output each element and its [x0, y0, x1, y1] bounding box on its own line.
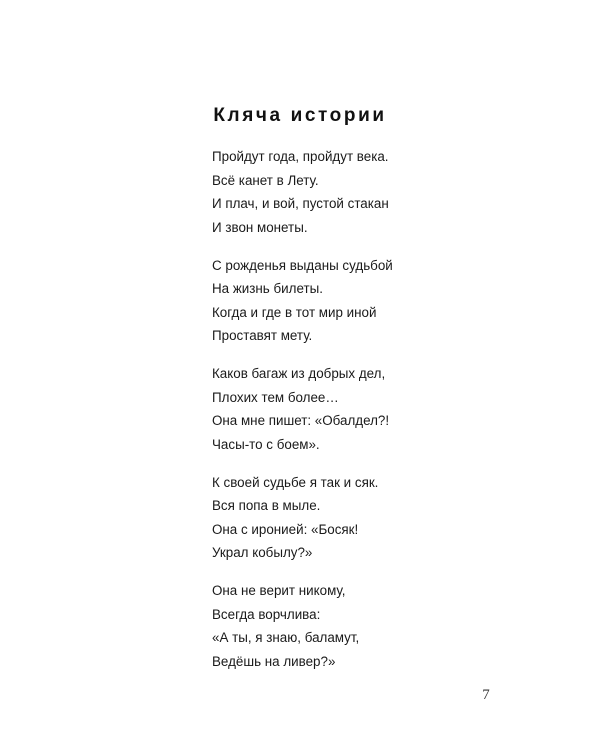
poem-line: Каков багаж из добрых дел, [212, 366, 386, 381]
poem-line: И звон монеты. [212, 219, 308, 235]
poem-line: Ведёшь на ливер?» [212, 653, 336, 669]
stanza-4 [212, 471, 552, 565]
poem-line: Когда и где в тот мир иной [212, 304, 377, 320]
poem-line: Украл кобылу?» [212, 545, 313, 560]
poem-line: На жизнь билеты. [212, 281, 323, 296]
stanza-2 [212, 254, 552, 348]
poem-line: К своей судьбе я так и сяк. [212, 474, 379, 490]
poem-line: Она не верит никому, [212, 583, 346, 598]
poem-line: Пройдут года, пройдут века. [212, 149, 389, 164]
poem-line: И плач, и вой, пустой стакан [212, 196, 389, 211]
poem-line: Проставят мету. [212, 328, 313, 343]
poem-body [212, 145, 552, 688]
stanza-3 [212, 362, 552, 456]
poem-line: Часы-то с боем». [212, 436, 320, 452]
poem-line: Плохих тем более… [212, 389, 339, 405]
poem-line: Она с иронией: «Босяк! [212, 521, 359, 537]
page-number: 7 [482, 687, 490, 703]
stanza-1 [212, 145, 552, 239]
poem-line: С рожденья выданы судьбой [212, 257, 393, 273]
poem-line: Вся попа в мыле. [212, 498, 321, 513]
poem-title: Кляча истории [213, 105, 387, 126]
poem-line: Она мне пишет: «Обалдел?! [212, 413, 390, 428]
stanza-5 [212, 579, 552, 673]
poem-line: Всегда ворчлива: [212, 606, 321, 622]
poem-line: Всё канет в Лету. [212, 172, 319, 188]
poem-line: «А ты, я знаю, баламут, [212, 630, 360, 645]
